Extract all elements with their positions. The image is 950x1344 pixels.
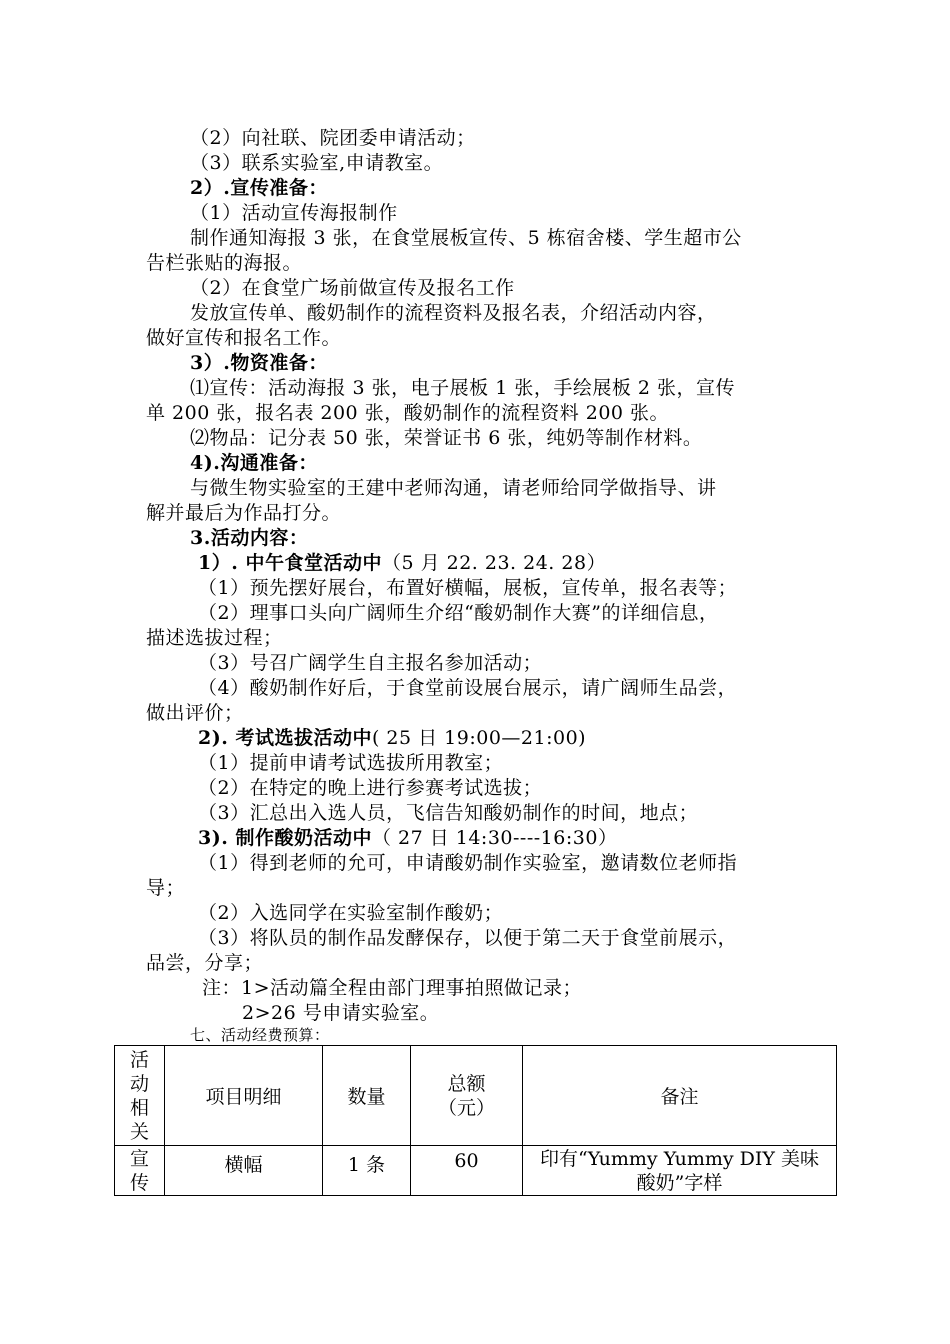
text-line: 做好宣传和报名工作。 [146, 327, 342, 349]
text-line: ⑵物品：记分表 50 张，荣誉证书 6 张，纯奶等制作材料。 [190, 427, 703, 449]
note-line: 2>26 号申请实验室。 [242, 1002, 440, 1024]
text-line: （3）联系实验室,申请教室。 [190, 152, 444, 174]
section-heading: 2）.宣传准备： [190, 177, 328, 199]
text-line: 导； [146, 877, 186, 899]
table-header-row [115, 1046, 837, 1146]
budget-title: 七、活动经费预算： [190, 1026, 330, 1044]
header-category: 活 动 相 关 [115, 1046, 165, 1146]
subsection-date: ( 25 日 19:00—21:00) [371, 727, 587, 749]
text-line: （2）理事口头向广阔师生介绍“酸奶制作大赛”的详细信息， [198, 602, 719, 624]
text-line: （4）酸奶制作好后，于食堂前设展台展示，请广阔师生品尝， [198, 677, 738, 699]
text-line: （1）提前申请考试选拔所用教室； [198, 752, 504, 774]
row-category: 宣 传 [115, 1146, 165, 1196]
note-line: 注：1>活动篇全程由部门理事拍照做记录； [202, 977, 583, 999]
subsection-line [198, 826, 617, 850]
text-line: 与微生物实验室的王建中老师沟通，请老师给同学做指导、讲 [190, 477, 717, 499]
text-line: （2）在特定的晚上进行参赛考试选拔； [198, 777, 543, 799]
text-line: （3）将队员的制作品发酵保存，以便于第二天于食堂前展示， [198, 927, 738, 949]
table-row [115, 1146, 837, 1196]
row-note: 印有“Yummy Yummy DIY 美味酸奶”字样 [523, 1146, 837, 1196]
text-line: 做出评价； [146, 702, 244, 724]
subsection-line [198, 726, 586, 750]
header-note: 备注 [523, 1046, 837, 1146]
text-line: 告栏张贴的海报。 [146, 252, 303, 274]
subsection-label: 2). 考试选拔活动中 [198, 727, 372, 749]
text-line: 描述选拔过程； [146, 627, 283, 649]
text-line: （2）入选同学在实验室制作酸奶； [198, 902, 504, 924]
header-qty: 数量 [323, 1046, 411, 1146]
row-item: 横幅 [165, 1146, 323, 1196]
text-line: 单 200 张，报名表 200 张，酸奶制作的流程资料 200 张。 [146, 402, 670, 424]
subsection-date: （ 27 日 14:30----16:30） [371, 827, 618, 849]
section-heading: 4).沟通准备： [190, 452, 318, 474]
text-line: （1）预先摆好展台，布置好横幅，展板，宣传单，报名表等； [198, 577, 738, 599]
text-line: （1）得到老师的允可，申请酸奶制作实验室，邀请数位老师指 [198, 852, 738, 874]
text-line: ⑴宣传：活动海报 3 张，电子展板 1 张，手绘展板 2 张，宣传 [190, 377, 736, 399]
subsection-date: （5 月 22. 23. 24. 28） [381, 552, 607, 574]
subsection-label: 3). 制作酸奶活动中 [198, 827, 372, 849]
text-line: 品尝，分享； [146, 952, 264, 974]
text-line: （2）在食堂广场前做宣传及报名工作 [190, 277, 515, 299]
budget-table [114, 1045, 837, 1196]
row-total: 60 [411, 1146, 523, 1196]
header-total: 总额 （元） [411, 1046, 523, 1146]
text-line: 发放宣传单、酸奶制作的流程资料及报名表，介绍活动内容， [190, 302, 717, 324]
text-line: 解并最后为作品打分。 [146, 502, 342, 524]
section-heading: 3.活动内容： [190, 527, 309, 549]
subsection-label: 1）. 中午食堂活动中 [198, 552, 382, 574]
text-line: （3）汇总出入选人员，飞信告知酸奶制作的时间，地点； [198, 802, 699, 824]
text-line: （2）向社联、院团委申请活动； [190, 127, 476, 149]
text-line: （1）活动宣传海报制作 [190, 202, 398, 224]
section-heading: 3）.物资准备： [190, 352, 328, 374]
row-qty: 1 条 [323, 1146, 411, 1196]
text-line: 制作通知海报 3 张，在食堂展板宣传、5 栋宿舍楼、学生超市公 [190, 227, 742, 249]
header-item: 项目明细 [165, 1046, 323, 1146]
subsection-line [198, 551, 606, 575]
text-line: （3）号召广阔学生自主报名参加活动； [198, 652, 543, 674]
